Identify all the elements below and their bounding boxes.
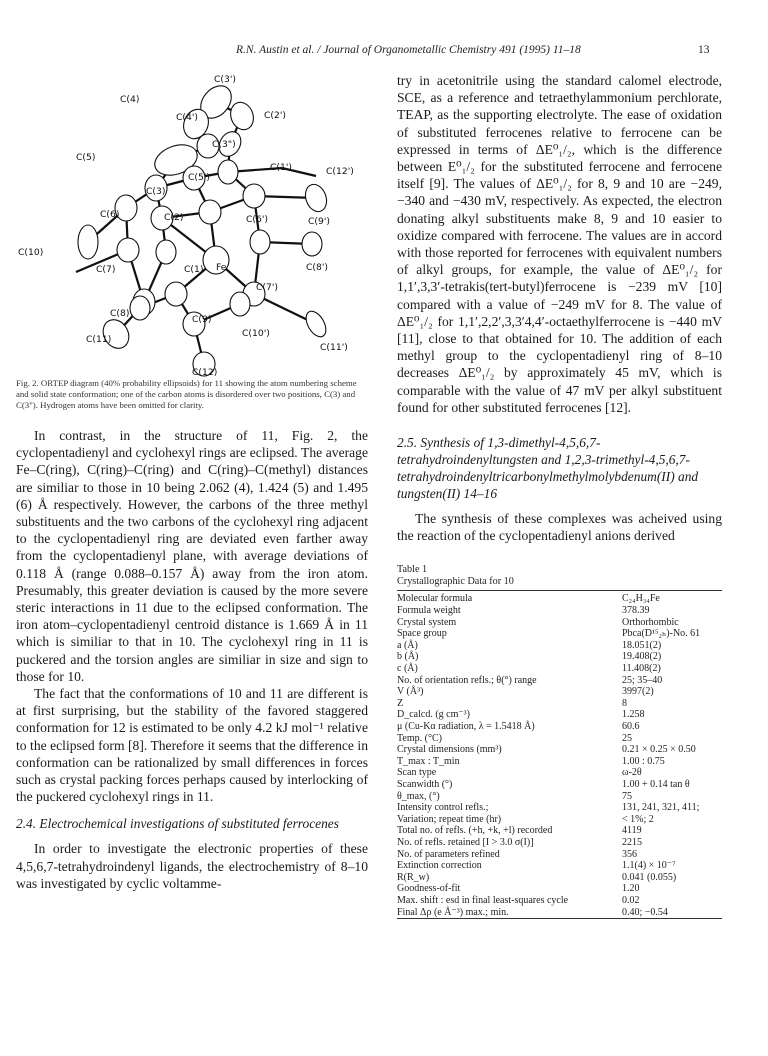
atom-label: C(12')	[326, 166, 354, 177]
table-cell-value: < 1%; 2	[622, 813, 654, 825]
table-cell-value: 0.041 (0.055)	[622, 871, 677, 883]
table-cell-label: No. of parameters refined	[397, 848, 500, 860]
table-row	[397, 686, 722, 698]
table-cell-value: 25	[622, 732, 632, 744]
table-row	[397, 709, 722, 721]
atom-label: C(3')	[214, 74, 236, 85]
table-cell-label: R(R_w)	[397, 871, 430, 883]
table-row	[397, 767, 722, 779]
table-cell-value: Orthorhombic	[622, 616, 679, 628]
table-cell-value: 75	[622, 790, 632, 802]
figure-caption: Fig. 2. ORTEP diagram (40% probability ellipsoids) for 11 showing the atom numbering scheme and solid state conformation; one of the carbon atoms is disordered over two positions, C(3) and C(3"). Hydrogen atoms have been omitted for clarity.	[16, 378, 357, 410]
table-row	[397, 733, 722, 745]
table-cell-label: Variation; repeat time (hr)	[397, 813, 502, 825]
table-title: Table 1	[397, 564, 428, 576]
atom-label: C(10')	[242, 328, 270, 339]
atom-label: C(2')	[264, 110, 286, 121]
atom-label: C(2)	[164, 212, 184, 223]
atom-label: C(7)	[96, 264, 116, 275]
table-row	[397, 872, 722, 884]
table-row	[397, 791, 722, 803]
table-cell-label: Molecular formula	[397, 593, 473, 605]
table-cell-value: 1.20	[622, 883, 640, 895]
atom-label: C(6')	[246, 214, 268, 225]
atom-label: C(1)	[184, 264, 204, 275]
atom-label: C(3)	[146, 186, 166, 197]
atom-label: Fe	[216, 262, 227, 273]
table-cell-value: 1.00 + 0.14 tan θ	[622, 778, 690, 790]
atom-label: C(8)	[110, 308, 130, 319]
table-cell-label: Total no. of refls. (+h, +k, +l) recorded	[397, 825, 553, 837]
section-heading: 2.5. Synthesis of 1,3-dimethyl-4,5,6,7-tetrahydroindenyltungsten and 1,2,3-trimethyl-4,5,6,7-tetrahydroindenyltricarbonylmethylmolybdenum(II) and tungsten(II) 14–16	[397, 435, 699, 502]
table-cell-label: μ (Cu-Kα radiation, λ = 1.5418 Å)	[397, 721, 535, 732]
paragraph: In contrast, in the structure of 11, Fig. 2, the cyclopentadienyl and cyclohexyl rings are eclipsed. The average Fe–C(ring), C(ring)–C(ring) and C(ring)–C(methyl) distances are similiar to those in 10 being 2.062 (4), 1.424 (5) and 1.495 (6) Å respectively. However, the carbons of the three methyl substituents and the two carbons of the cyclohexyl ring adjacent to the cyclopentadienyl ring are deviated even farther away from the cyclopentadienyl plane, with average deviations of 0.118 Å (range 0.088–0.157 Å) away from the iron atom. Presumably, this greater deviation is caused by the more severe steric interactions in 11 due to the eclipsed conformation. The iron atom–cyclopentadienyl centroid distance is 1.669 Å in 11 which is similiar to that in 10. The cyclohexyl ring in 11 is puckered and the torsion angles are similiar in size and sign to those for 10.	[16, 428, 368, 684]
table-row	[397, 825, 722, 837]
table-cell-label: Crystal dimensions (mm³)	[397, 744, 502, 756]
table-row	[397, 907, 722, 919]
paragraph: In order to investigate the electronic properties of these 4,5,6,7-tetrahydroindenyl ligands, the electrochemistry of 8–10 was investigated by cyclic voltamme-	[16, 841, 368, 891]
table-cell-label: Max. shift : esd in final least-squares cycle	[397, 894, 569, 906]
page-number: 13	[698, 44, 710, 56]
ortep-figure	[16, 72, 368, 378]
table-row	[397, 756, 722, 768]
section-heading: 2.4. Electrochemical investigations of substituted ferrocenes	[16, 816, 339, 832]
atom-label: C(7')	[256, 282, 278, 293]
atom-label: C(11')	[320, 342, 348, 353]
table-row	[397, 779, 722, 791]
table-cell-value: 356	[622, 848, 637, 860]
atom-label: C(8')	[306, 262, 328, 273]
table-row	[397, 698, 722, 710]
table-cell-label: θ_max, (°)	[397, 790, 440, 802]
atom-label: C(12)	[192, 367, 218, 378]
table-cell-value: 25; 35–40	[622, 674, 663, 686]
table-cell-value: 0.40; −0.54	[622, 906, 668, 918]
atom-label: C(9')	[308, 216, 330, 227]
table-cell-value: 4119	[622, 825, 642, 837]
atom-label: C(3")	[212, 139, 236, 150]
table-row	[397, 663, 722, 675]
table-subtitle: Crystallographic Data for 10	[397, 576, 722, 591]
table-cell-label: Space group	[397, 628, 447, 640]
table-cell-label: Scan type	[397, 767, 437, 779]
atom-label: C(1')	[270, 162, 292, 173]
table-cell-label: Extinction correction	[397, 860, 482, 872]
table-row	[397, 605, 722, 617]
table-row	[397, 651, 722, 663]
table-cell-value: 60.6	[622, 721, 640, 732]
table-cell-label: No. of orientation refls.; θ(°) range	[397, 674, 537, 686]
table-cell-value: C₂₄H₃₄Fe	[622, 593, 660, 605]
table-row	[397, 744, 722, 756]
ortep-diagram	[16, 72, 368, 378]
table-cell-value: 1.00 : 0.75	[622, 755, 665, 767]
table-row	[397, 721, 722, 733]
table-cell-label: No. of refls. retained [I > 3.0 σ(I)]	[397, 836, 534, 848]
table-cell-label: Temp. (°C)	[397, 732, 442, 744]
running-head: R.N. Austin et al. / Journal of Organometallic Chemistry 491 (1995) 11–18	[236, 44, 581, 56]
table-cell-value: 2215	[622, 836, 642, 848]
atom-label: C(6)	[100, 209, 120, 220]
table-body	[397, 593, 722, 919]
table-cell-label: Scanwidth (°)	[397, 778, 453, 790]
table-cell-label: Final Δρ (e Å⁻³) max.; min.	[397, 906, 509, 918]
paragraph: The synthesis of these complexes was acheived using the reaction of the cyclopentadienyl anions derived	[397, 511, 722, 544]
crystallographic-table	[397, 564, 722, 919]
table-row	[397, 837, 722, 849]
table-cell-value: 0.21 × 0.25 × 0.50	[622, 744, 696, 756]
table-cell-value: Pbca(D¹⁵₂ₕ)-No. 61	[622, 628, 701, 640]
ortep-ellipsoids	[78, 80, 330, 376]
table-cell-value: 1.1(4) × 10⁻⁷	[622, 860, 676, 872]
atom-label: C(4')	[176, 112, 198, 123]
paragraph: try in acetonitrile using the standard calomel electrode, SCE, as a reference and tetraethylammonium perchlorate, TEAP, as the supporting electrolyte. The ease of oxidation of substituted ferrocenes relative to ferrocene can be expressed in terms of ΔE⁰₁/₂, which is the difference between E⁰₁/₂ for the substituted ferrocene and ferrocene itself [9]. The values of ΔE⁰₁/₂ for 8, 9 and 10 are −249, −340 and −430 mV, respectively. As expected, the electron donating alkyl substituents make 8, 9 and 10 easier to oxidize compared with ferrocene. The values are in accord with those reported for ferrocenes with equivalent numbers of alkyl groups, for example, the value of ΔE⁰₁/₂ for 1,1′,3,3′-tetrakis(tert-butyl)ferrocene is −239 mV [10] compared with a value of −249 mV for 8. The value of ΔE⁰₁/₂ for 1,1′,2,2′,3,3′4,4′-octaethylferrocene is −440 mV [11], close to that obtained for 10. The addition of each methyl group to the cyclopentadienyl ring of 8–10 decreases ΔE⁰₁/₂ by approximately 45 mV, which is comparable with the value of 47 mV per alkyl substituent found for other substituted ferrocenes [12].	[397, 73, 722, 415]
table-cell-label: a (Å)	[397, 639, 418, 651]
table-row	[397, 628, 722, 640]
table-cell-value: 11.408(2)	[622, 663, 661, 675]
table-row	[397, 617, 722, 629]
table-cell-value: 378.39	[622, 605, 650, 617]
table-cell-label: Crystal system	[397, 616, 457, 628]
right-column	[397, 72, 722, 919]
table-cell-label: T_max : T_min	[397, 755, 460, 767]
table-row	[397, 593, 722, 605]
left-column	[16, 72, 368, 892]
atom-label: C(11)	[86, 334, 112, 345]
table-cell-value: ω-2θ	[622, 767, 642, 779]
table-cell-label: Intensity control refls.;	[397, 802, 489, 814]
table-cell-value: 18.051(2)	[622, 639, 662, 651]
table-cell-label: Z	[397, 697, 404, 709]
table-cell-label: c (Å)	[397, 663, 418, 675]
table-cell-value: 0.02	[622, 894, 640, 906]
table-cell-value: 3997(2)	[622, 686, 654, 698]
table-cell-value: 19.408(2)	[622, 651, 662, 663]
atom-label: C(5')	[188, 172, 210, 183]
table-row	[397, 849, 722, 861]
table-row	[397, 860, 722, 872]
table-row	[397, 883, 722, 895]
table-cell-label: b (Å)	[397, 651, 419, 663]
table-row	[397, 814, 722, 826]
table-cell-label: D_calcd. (g cm⁻³)	[397, 709, 470, 721]
atom-label: C(9)	[192, 314, 212, 325]
paragraph: The fact that the conformations of 10 and 11 are different is at first surprising, but the stability of the favored staggered conformation for 12 is estimated to be only 4.2 kJ mol⁻¹ relative to the eclipsed form [8]. Therefore it seems that the difference in conformation can be rationalized by small differences in forces such as crystal packing forces perhaps caused by interlocking of the puckered cyclohexyl rings in 11.	[16, 686, 368, 805]
table-cell-label: Formula weight	[397, 605, 461, 617]
table-cell-label: V (Å³)	[397, 686, 424, 698]
atom-label: C(5)	[76, 152, 96, 163]
table-cell-value: 8	[622, 697, 627, 709]
table-cell-value: 1.258	[622, 709, 645, 721]
atom-label: C(10)	[18, 247, 44, 258]
table-cell-value: 131, 241, 321, 411;	[622, 802, 700, 814]
table-row	[397, 640, 722, 652]
table-row	[397, 675, 722, 687]
atom-label: C(4)	[120, 94, 140, 105]
table-row	[397, 802, 722, 814]
table-row	[397, 895, 722, 907]
table-cell-label: Goodness-of-fit	[397, 883, 461, 895]
